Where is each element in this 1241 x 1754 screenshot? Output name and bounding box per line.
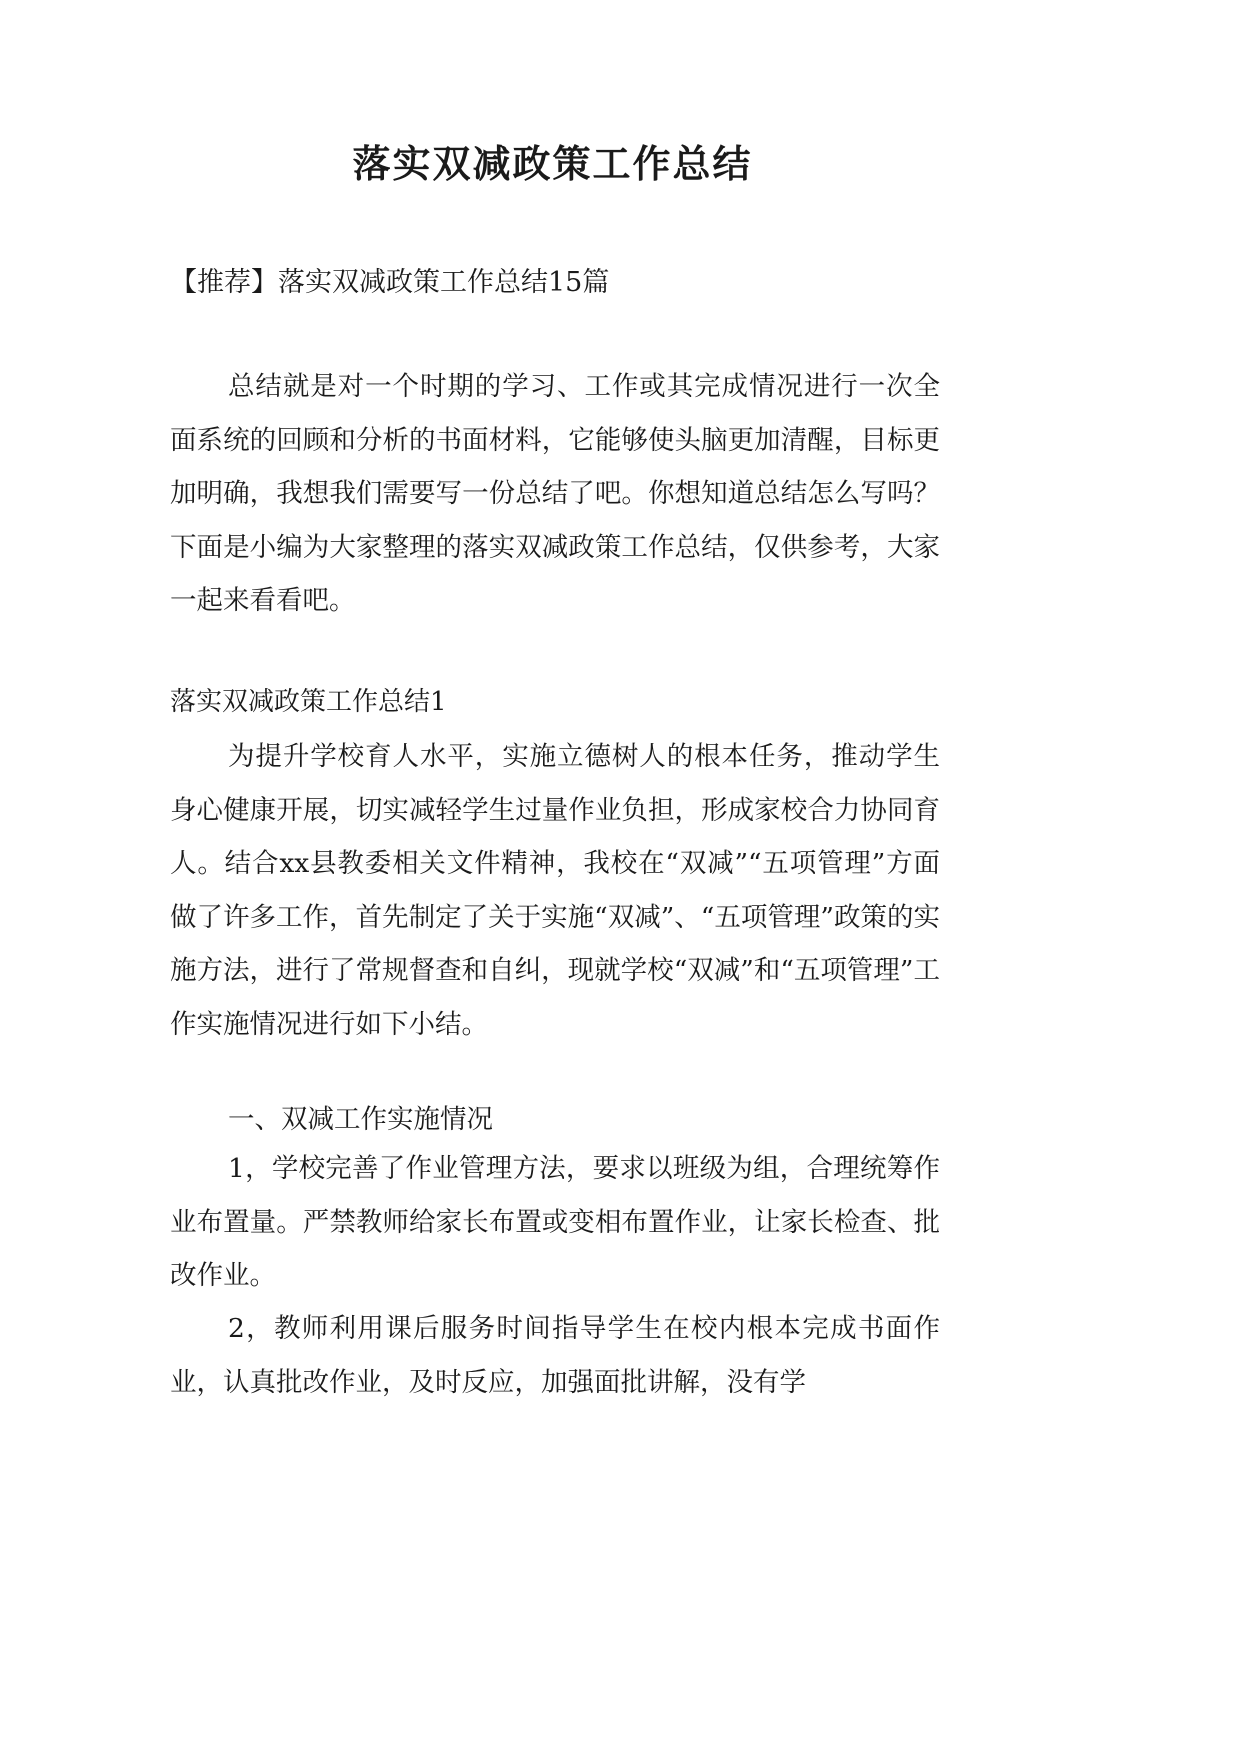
document-subtitle: 【推荐】落实双减政策工作总结15篇	[170, 267, 610, 298]
body-paragraph-1: 为提升学校育人水平，实施立德树人的根本任务，推动学生身心健康开展，切实减轻学生过量作业负担，形成家校合力协同育人。结合xx县教委相关文件精神，我校在“双减”“五项管理”方面做了许多工作，首先制定了关于实施“双减”、“五项管理”政策的实施方法，进行了常规督查和自纠，现就学校“双减”和“五项管理”工作实施情况进行如下小结。	[170, 741, 940, 1040]
section-heading: 落实双减政策工作总结1	[170, 687, 447, 717]
body-paragraph-3: 2，教师利用课后服务时间指导学生在校内根本完成书面作业，认真批改作业，及时反应，加强面批讲解，没有学	[170, 1313, 940, 1398]
document-title: 落实双减政策工作总结	[352, 141, 753, 186]
body-paragraph-2: 1，学校完善了作业管理方法，要求以班级为组，合理统筹作业布置量。严禁教师给家长布置或变相布置作业，让家长检查、批改作业。	[170, 1153, 940, 1291]
subsection-heading: 一、双减工作实施情况	[228, 1104, 493, 1135]
intro-paragraph: 总结就是对一个时期的学习、工作或其完成情况进行一次全面系统的回顾和分析的书面材料，它能够使头脑更加清醒，目标更加明确，我想我们需要写一份总结了吧。你想知道总结怎么写吗？下面是小编为大家整理的落实双减政策工作总结，仅供参考，大家一起来看看吧。	[170, 371, 940, 616]
